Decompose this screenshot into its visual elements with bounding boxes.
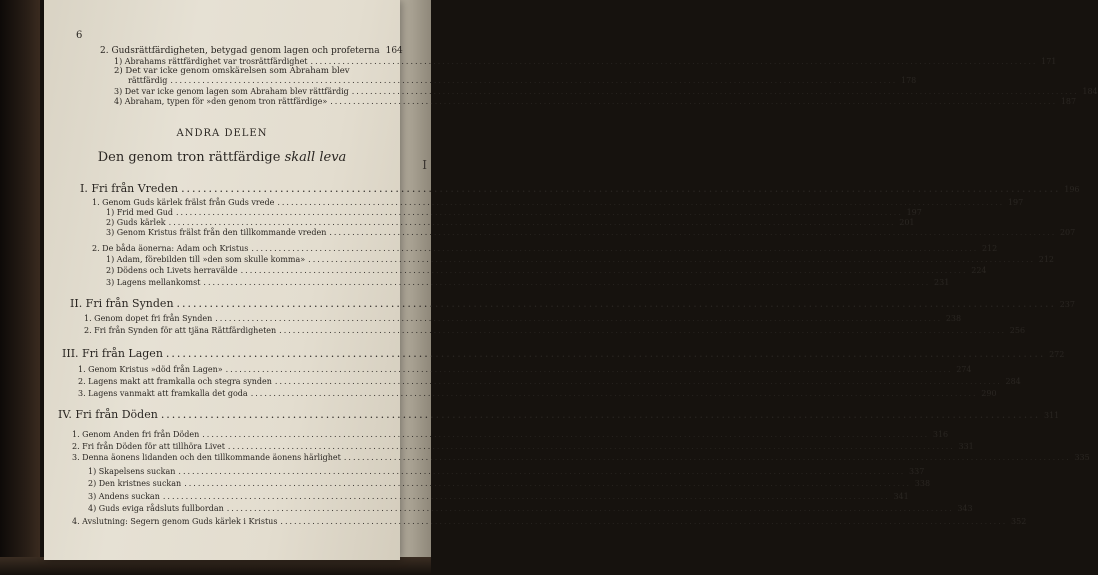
toc-entry	[114, 57, 1057, 66]
toc-entry	[88, 492, 909, 501]
toc-entry-label: 3) Andens suckan	[88, 492, 160, 501]
toc-entry	[72, 442, 974, 451]
toc-entry-page: 338	[914, 479, 931, 488]
toc-entry	[84, 314, 962, 323]
toc-entry-page: 178	[900, 76, 917, 85]
toc-section-title: IV. Fri från Döden	[58, 408, 158, 421]
leader-dots	[330, 97, 1057, 106]
toc-entry-label: 1) Frid med Gud	[106, 208, 173, 217]
leader-dots	[226, 365, 953, 374]
part-heading: ANDRA DELEN	[176, 128, 268, 139]
toc-entry	[106, 266, 987, 275]
background-left	[0, 0, 40, 575]
toc-entry-label: 2) Dödens och Livets herravälde	[106, 266, 238, 275]
toc-section-title: I. Fri från Vreden	[80, 182, 179, 195]
toc-entry-label: 2. De båda äonerna: Adam och Kristus	[92, 244, 249, 253]
leader-dots	[184, 479, 911, 488]
leader-dots	[177, 297, 1056, 310]
part-title-italic: skall leva	[284, 150, 347, 165]
toc-entry-page: 207	[1059, 228, 1076, 237]
leader-dots	[275, 377, 1002, 386]
toc-entry-page: 343	[957, 504, 973, 513]
leader-dots	[169, 218, 896, 227]
leader-dots	[280, 517, 1007, 526]
leader-dots	[251, 244, 978, 253]
toc-section-page: 311	[1043, 411, 1060, 420]
leader-dots	[202, 430, 929, 439]
leader-dots	[227, 504, 954, 513]
toc-entry-page: 335	[1074, 453, 1090, 462]
leader-dots	[251, 389, 978, 398]
toc-section-page: 237	[1059, 300, 1075, 309]
toc-entry-label: 1) Adam, förebilden till »den som skulle komma»	[106, 255, 306, 264]
toc-entry-page: 238	[945, 314, 962, 323]
toc-entry-page: 337	[909, 467, 925, 476]
toc-entry-label: 1) Abrahams rättfärdighet var trosrättfärdighet	[114, 57, 308, 66]
toc-entry	[92, 198, 1024, 207]
toc-entry	[78, 365, 972, 374]
toc-section-page: 196	[1064, 185, 1080, 194]
toc-entry-page: 197	[906, 208, 922, 217]
toc-entry-page: 290	[981, 389, 997, 398]
toc-entry-label: 2. Fri från Döden för att tillhöra Livet	[72, 442, 225, 451]
toc-entry-page: 341	[893, 492, 909, 501]
toc-entry	[128, 76, 917, 85]
toc-entry-label: 3) Det var icke genom lagen som Abraham blev rättfärdig	[114, 87, 349, 96]
toc-entry	[100, 46, 403, 56]
toc-entry-page: 187	[1060, 97, 1077, 106]
page-number: 6	[76, 30, 83, 41]
toc-entry-page: 224	[971, 266, 987, 275]
toc-section-page: 272	[1049, 350, 1065, 359]
toc-entry	[72, 430, 949, 439]
part-title	[44, 150, 400, 165]
toc-entry	[84, 326, 1026, 335]
toc-entry-label-continued: rättfärdig	[128, 76, 168, 85]
leader-dots	[241, 266, 968, 275]
toc-entry-page: 201	[899, 218, 915, 227]
leader-dots	[279, 326, 1006, 335]
toc-entry	[114, 87, 1098, 96]
leader-dots	[203, 278, 930, 287]
toc-entry-label: 4. Avslutning: Segern genom Guds kärlek i Kristus	[72, 517, 278, 526]
toc-entry	[88, 467, 925, 476]
toc-entry-page: 256	[1009, 326, 1026, 335]
toc-entry-page: 212	[981, 244, 998, 253]
leader-dots	[329, 228, 1056, 237]
toc-entry	[88, 479, 931, 488]
toc-entry-label: 1. Genom dopet fri från Synden	[84, 314, 213, 323]
toc-entry	[78, 377, 1021, 386]
toc-section	[80, 182, 1080, 195]
leader-dots	[344, 453, 1071, 462]
leader-dots	[176, 208, 903, 217]
toc-section	[62, 347, 1065, 360]
toc-entry	[88, 504, 973, 513]
toc-entry-label: 3) Genom Kristus frälst från den tillkommande vreden	[106, 228, 327, 237]
leader-dots	[181, 182, 1060, 195]
leader-dots	[170, 76, 897, 85]
toc-entry-page: 197	[1007, 198, 1024, 207]
part-title-main: Den genom tron rättfärdige	[97, 150, 281, 165]
leader-dots	[308, 255, 1035, 264]
toc-section-title: II. Fri från Synden	[70, 297, 174, 310]
toc-entry-label: 2) Det var icke genom omskärelsen som Abraham blev	[114, 66, 350, 76]
toc-entry	[106, 278, 950, 287]
leader-dots	[352, 87, 1079, 96]
toc-entry-page: 316	[932, 430, 949, 439]
toc-entry-label: 2. Gudsrättfärdigheten, betygad genom lagen och profeterna	[100, 46, 380, 56]
book-page	[44, 0, 1098, 560]
adjacent-page-glyph: I	[422, 158, 427, 172]
toc-entry-page: 274	[956, 365, 972, 374]
toc-entry-page: 164	[385, 46, 403, 56]
leader-dots	[277, 198, 1004, 207]
toc-entry-page: 231	[934, 278, 950, 287]
toc-entry-label: 2. Lagens makt att framkalla och stegra synden	[78, 377, 272, 386]
toc-section	[58, 408, 1060, 421]
toc-entry-page: 171	[1041, 57, 1057, 66]
toc-entry-label: 4) Abraham, typen för »den genom tron rättfärdige»	[114, 97, 328, 106]
toc-entry-label: 3) Lagens mellankomst	[106, 278, 201, 287]
toc-entry	[106, 218, 915, 227]
toc-section-title: III. Fri från Lagen	[62, 347, 163, 360]
toc-entry-label: 1. Genom Kristus »död från Lagen»	[78, 365, 223, 374]
toc-entry-label: 3. Denna äonens lidanden och den tillkommande äonens härlighet	[72, 453, 341, 462]
toc-entry	[92, 244, 998, 253]
toc-entry-label: 2. Fri från Synden för att tjäna Rättfärdigheten	[84, 326, 277, 335]
toc-entry-page: 284	[1005, 377, 1021, 386]
toc-entry-page: 331	[958, 442, 974, 451]
leader-dots	[178, 467, 905, 476]
leader-dots	[161, 408, 1040, 421]
toc-entry-label: 4) Guds eviga rådsluts fullbordan	[88, 504, 224, 513]
toc-entry-page: 352	[1011, 517, 1027, 526]
toc-entry-label: 1. Genom Anden fri från Döden	[72, 430, 200, 439]
toc-entry	[72, 517, 1027, 526]
toc-entry-label: 1. Genom Guds kärlek frälst från Guds vrede	[92, 198, 275, 207]
toc-entry-page: 212	[1038, 255, 1055, 264]
leader-dots	[215, 314, 942, 323]
toc-entry-label: 1) Skapelsens suckan	[88, 467, 176, 476]
leader-dots	[228, 442, 955, 451]
toc-entry	[106, 208, 922, 217]
toc-entry	[78, 389, 997, 398]
toc-entry	[114, 97, 1077, 106]
leader-dots	[163, 492, 890, 501]
toc-entry-label: 2) Den kristnes suckan	[88, 479, 182, 488]
leader-dots	[166, 347, 1045, 360]
toc-entry	[106, 255, 1055, 264]
leader-dots	[311, 57, 1038, 66]
toc-section	[70, 297, 1075, 310]
toc-entry	[72, 453, 1090, 462]
toc-entry-label: 2) Guds kärlek	[106, 218, 166, 227]
toc-entry	[106, 228, 1076, 237]
toc-entry-label: 3. Lagens vanmakt att framkalla det goda	[78, 389, 248, 398]
toc-entry-page: 184	[1082, 87, 1098, 96]
